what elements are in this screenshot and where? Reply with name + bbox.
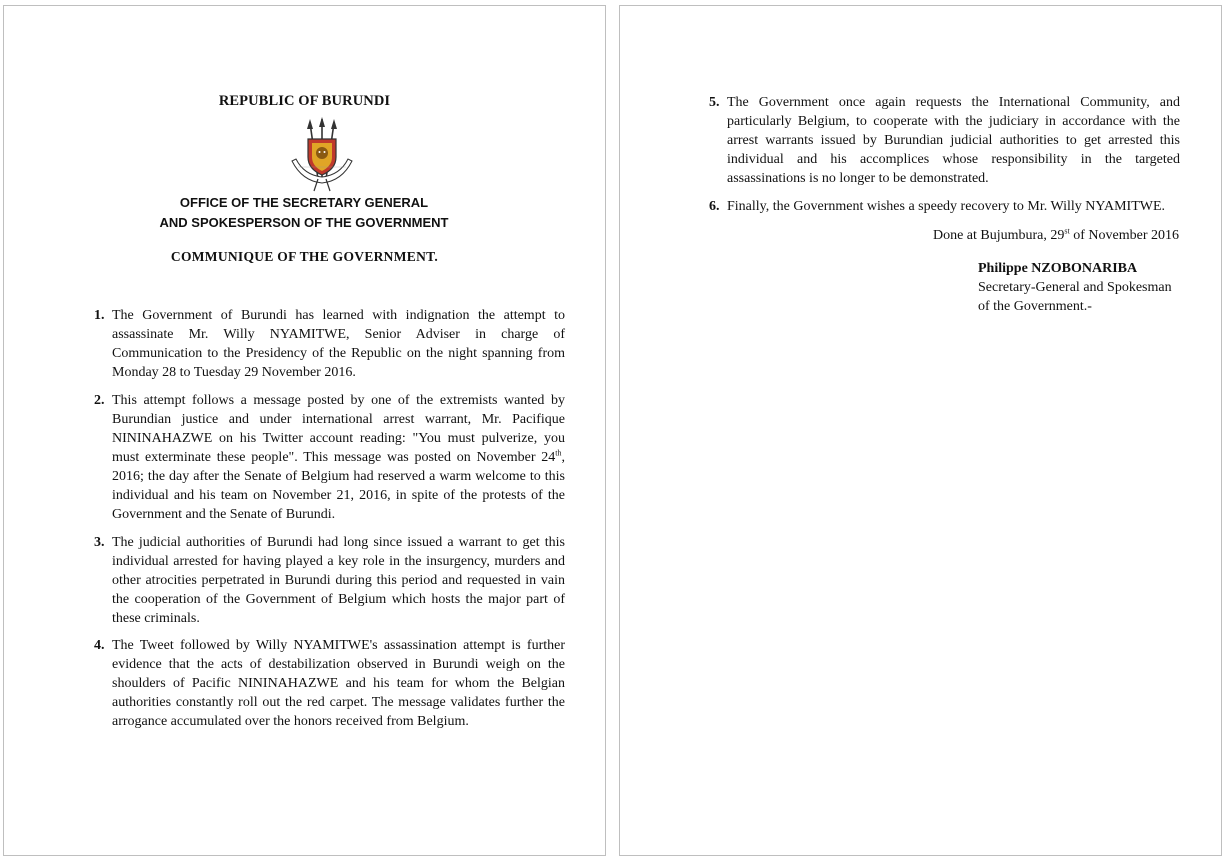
date-text-part: of November 2016 xyxy=(1069,228,1179,243)
list-item: The Government of Burundi has learned with indignation the attempt to assassinate Mr. Willy NYAMITWE, Senior Adviser in charge of Communication to the Presidency of the Republic on the night spanning from Monday 28 to Tuesday 29 November 2016. xyxy=(112,308,565,380)
list-item: The Government once again requests the International Community, and particularly Belgium, to cooperate with the judiciary in accordance with the arrest warrants issued by Burundian judicial authorities to get arrested this individual and his accomplices whose responsibility in the targeted assassinations is no longer to be demonstrated. xyxy=(727,95,1180,186)
signer-title-line-1: Secretary-General and Spokesman xyxy=(978,280,1172,295)
office-heading-line-2: AND SPOKESPERSON OF THE GOVERNMENT xyxy=(159,215,449,230)
signer-name: Philippe NZOBONARIBA xyxy=(978,261,1138,276)
item-number: 3. xyxy=(94,535,105,550)
date-text-part: Done at Bujumbura, 29 xyxy=(932,228,1065,243)
item-number: 2. xyxy=(94,393,105,408)
place-and-date xyxy=(933,226,1179,245)
item-text-part: This attempt follows a message posted by one of the extremists wanted by Burundian justice and under international arrest warrant, Mr. Pacifique NININAHAZWE on his Twitter account reading: "You must pulverize, you must exterminate these people". This message was posted on November 24 xyxy=(112,393,565,465)
signature-block xyxy=(978,259,1172,316)
signer-title-line-2: of the Government.- xyxy=(978,299,1092,314)
office-heading-line-1: OFFICE OF THE SECRETARY GENERAL xyxy=(179,195,429,210)
item-number: 5. xyxy=(709,95,720,110)
item-number: 6. xyxy=(709,199,720,214)
document-page-1 xyxy=(3,5,606,856)
list-item: Finally, the Government wishes a speedy recovery to Mr. Willy NYAMITWE. xyxy=(727,199,1166,214)
burundi-coat-of-arms-icon xyxy=(288,117,356,193)
list-item: The Tweet followed by Willy NYAMITWE's assassination attempt is further evidence that the acts of destabilization observed in Burundi weigh on the shoulders of Pacific NININAHAZWE and his team for whom the Belgian authorities constantly roll out the red carpet. The message validates further the arrogance accumulated over the honors received from Belgium. xyxy=(112,638,565,729)
republic-heading: REPUBLIC OF BURUNDI xyxy=(218,93,391,109)
item-text-part: , 2016; the day after the Senate of Belgium had reserved a warm welcome to this individual and his team on November 21, 2016, in spite of the protests of the Government and the Senate of Burundi. xyxy=(112,450,565,522)
item-number: 1. xyxy=(94,308,105,323)
list-item: The judicial authorities of Burundi had long since issued a warrant to get this individual arrested for having played a key role in the insurgency, murders and other atrocities perpetrated in Burundi during this period and requested in vain the cooperation of the Government of Belgium which hosts the major part of these criminals. xyxy=(112,535,565,626)
communique-title: COMMUNIQUE OF THE GOVERNMENT. xyxy=(170,249,439,264)
document-page-2 xyxy=(619,5,1222,856)
ordinal-suffix: st xyxy=(1064,226,1070,236)
item-number: 4. xyxy=(94,638,105,653)
list-item xyxy=(112,391,565,524)
ordinal-suffix: th xyxy=(555,448,562,458)
